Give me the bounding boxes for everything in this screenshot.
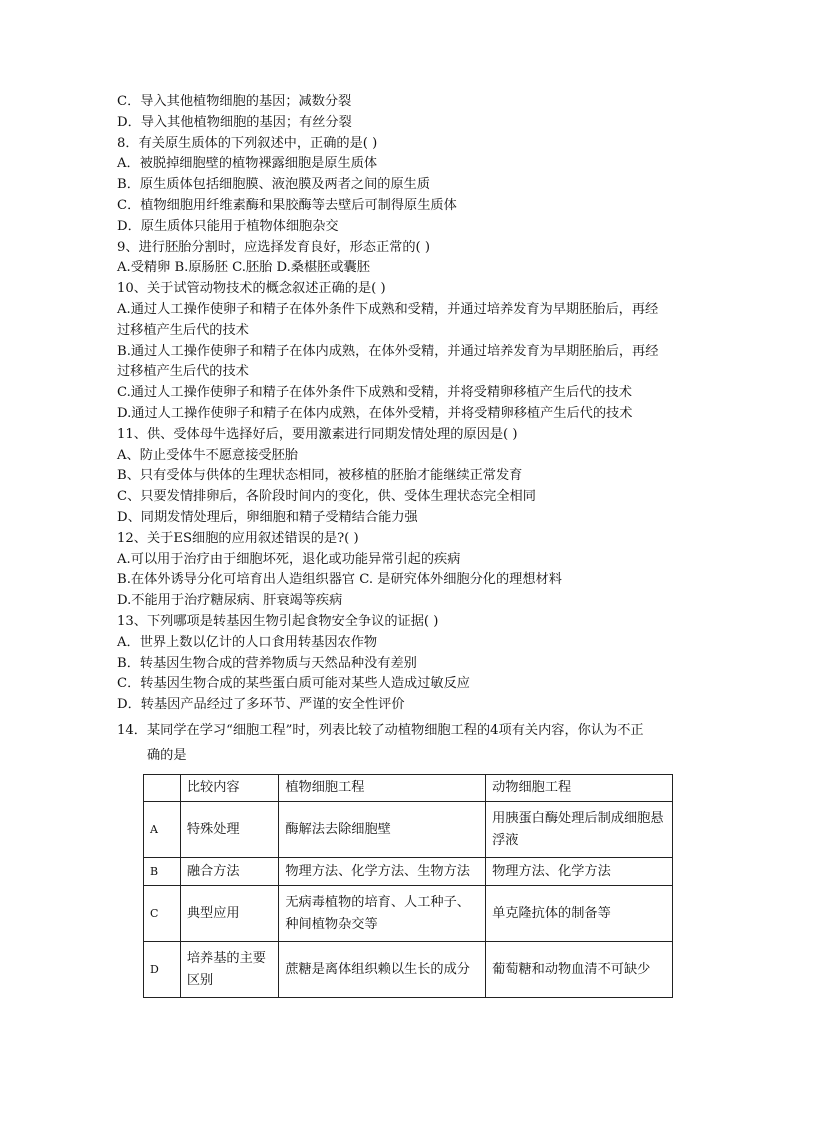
table-cell: 酶解法去除细胞壁 <box>279 802 486 858</box>
option-line: D．转基因产品经过了多环节、严谨的安全性评价 <box>117 697 405 713</box>
text-line: D．导入其他植物细胞的基因；有丝分裂 <box>117 114 352 130</box>
option-line: C．转基因生物合成的某些蛋白质可能对某些人造成过敏反应 <box>117 676 470 692</box>
option-line: D.通过人工操作使卵子和精子在体内成熟，在体外受精，并将受精卵移植产生后代的技术 <box>117 405 633 421</box>
table-row <box>144 942 673 998</box>
option-line: B.通过人工操作使卵子和精子在体内成熟，在体外受精，并通过培养发育为早期胚胎后，再经 <box>117 343 659 359</box>
option-line: A.可以用于治疗由于细胞坏死，退化或功能异常引起的疾病 <box>117 551 461 567</box>
text-line: C．导入其他植物细胞的基因；减数分裂 <box>117 94 352 109</box>
option-line: D.不能用于治疗糖尿病、肝衰竭等疾病 <box>117 593 343 609</box>
table-cell: 特殊处理 <box>180 802 278 858</box>
option-line: C、只要发情排卵后，各阶段时间内的变化，供、受体生理状态完全相同 <box>117 489 536 505</box>
table-cell: A <box>144 802 181 858</box>
table-cell: 物理方法、化学方法、生物方法 <box>279 858 486 886</box>
table-cell: 物理方法、化学方法 <box>486 858 673 886</box>
option-line: D．原生质体只能用于植物体细胞杂交 <box>117 218 339 234</box>
option-line: B．转基因生物合成的营养物质与天然品种没有差别 <box>117 655 417 671</box>
table-cell: 用胰蛋白酶处理后制成细胞悬浮液 <box>486 802 673 858</box>
table-cell: 蔗糖是离体组织赖以生长的成分 <box>279 942 486 998</box>
table-row <box>144 886 673 942</box>
option-line: A.通过人工操作使卵子和精子在体外条件下成熟和受精，并通过培养发育为早期胚胎后，再经 <box>117 301 659 317</box>
option-line: A、防止受体牛不愿意接受胚胎 <box>117 447 298 463</box>
question-text-block <box>117 92 717 716</box>
option-line: B．原生质体包括细胞膜、液泡膜及两者之间的原生质 <box>117 177 431 193</box>
question-12-stem: 12、关于ES细胞的应用叙述错误的是?( ) <box>117 530 359 546</box>
question-14-stem <box>117 719 717 769</box>
table-cell: B <box>144 858 181 886</box>
table-header-cell <box>144 775 181 802</box>
table-header-cell: 比较内容 <box>180 775 278 802</box>
table-header-cell: 植物细胞工程 <box>279 775 486 802</box>
table-row <box>144 858 673 886</box>
question-8-stem: 8．有关原生质体的下列叙述中，正确的是( ) <box>117 135 378 151</box>
question-9-stem: 9、进行胚胎分割时，应选择发育良好，形态正常的( ) <box>117 239 430 255</box>
table-header-cell: 动物细胞工程 <box>486 775 673 802</box>
option-line: 过移植产生后代的技术 <box>117 322 249 338</box>
table-cell: 无病毒植物的培育、人工种子、种间植物杂交等 <box>279 886 486 942</box>
question-13-stem: 13、下列哪项是转基因生物引起食物安全争议的证据( ) <box>117 613 439 629</box>
table-cell: 单克隆抗体的制备等 <box>486 886 673 942</box>
question-14-line-2: 确的是 <box>147 748 187 763</box>
table-row <box>144 802 673 858</box>
option-line: C.通过人工操作使卵子和精子在体外条件下成熟和受精，并将受精卵移植产生后代的技术 <box>117 385 632 401</box>
table-cell: D <box>144 942 181 998</box>
comparison-table <box>143 774 673 998</box>
option-line: A．被脱掉细胞壁的植物裸露细胞是原生质体 <box>117 156 378 172</box>
table-cell: 典型应用 <box>180 886 278 942</box>
option-line: 过移植产生后代的技术 <box>117 364 249 380</box>
option-line: B、只有受体与供体的生理状态相同，被移植的胚胎才能继续正常发育 <box>117 468 523 484</box>
option-line: A．世界上数以亿计的人口食用转基因农作物 <box>117 634 378 650</box>
table-cell: 融合方法 <box>180 858 278 886</box>
option-line: D、同期发情处理后，卵细胞和精子受精结合能力强 <box>117 509 418 525</box>
table-cell: 葡萄糖和动物血清不可缺少 <box>486 942 673 998</box>
table-cell: C <box>144 886 181 942</box>
option-line: B.在体外诱导分化可培育出人造组织器官 C. 是研究体外细胞分化的理想材料 <box>117 572 562 588</box>
option-line: C．植物细胞用纤维素酶和果胶酶等去壁后可制得原生质体 <box>117 197 457 213</box>
table-cell: 培养基的主要区别 <box>180 942 278 998</box>
question-10-stem: 10、关于试管动物技术的概念叙述正确的是( ) <box>117 281 386 297</box>
question-14-line-1: 14．某同学在学习“细胞工程”时，列表比较了动植物细胞工程的4项有关内容，你认为不正 <box>117 723 644 738</box>
question-11-stem: 11、供、受体母牛选择好后，要用激素进行同期发情处理的原因是( ) <box>117 426 518 442</box>
option-line: A.受精卵 B.原肠胚 C.胚胎 D.桑椹胚或囊胚 <box>117 260 370 276</box>
table-header-row <box>144 775 673 802</box>
